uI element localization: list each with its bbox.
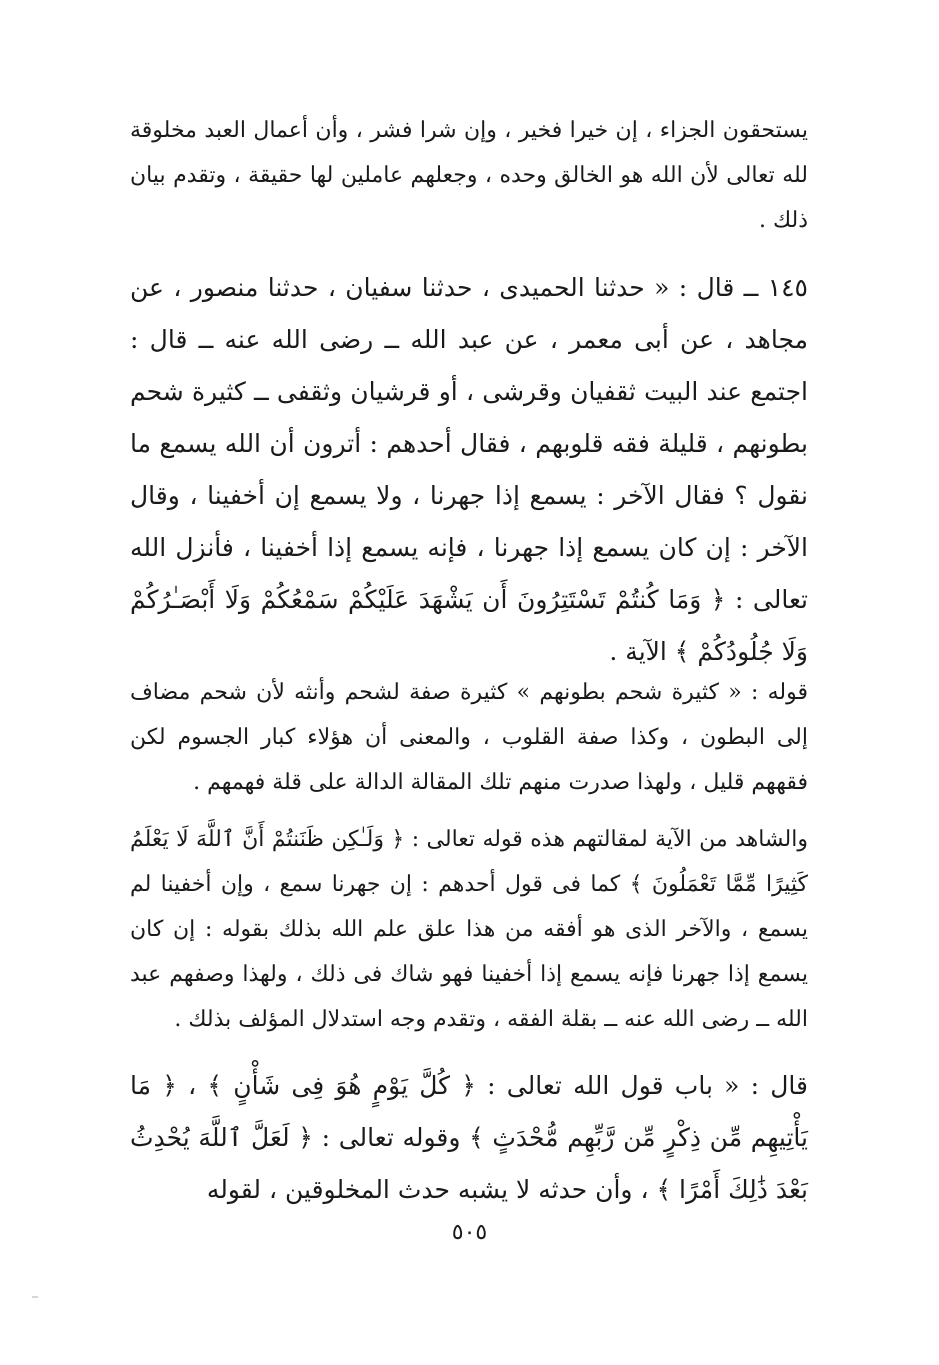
paragraph-continuation: يستحقون الجزاء ، إن خيرا فخير ، وإن شرا فشر ، وأن أعمال العبد مخلوقة لله تعالى لأن الله هو الخالق وحده ، وجعلهم عاملين لها حقيقة ، وتقدم بيان ذلك . — [130, 118, 808, 233]
page-number: ٥٠٥ — [451, 1220, 488, 1245]
paragraph-evidence: والشاهد من الآية لمقالتهم هذه قوله تعالى : ﴿ وَلَـٰكِن ظَنَنتُمْ أَنَّ ٱللَّهَ لَا يَعْلَمُ كَثِيرًا مِّمَّا تَعْمَلُونَ ﴾ كما فى قول أحدهم : إن جهرنا سمع ، وإن أخفينا لم يسمع ، والآخر الذى هو أفقه من هذا علق علم الله بذلك بقوله : إن كان يسمع إذا جهرنا فإنه يسمع إذا أخفينا فهو شاك فى ذلك ، ولهذا وصفهم عبد الله ــ رضى الله عنه ــ بقلة الفقه ، وتقدم وجه استدلال المؤلف بذلك . — [130, 827, 808, 1032]
scan-mark — [32, 1296, 38, 1298]
paragraph-hadith-145: ١٤٥ ــ قال : « حدثنا الحميدى ، حدثنا سفيان ، حدثنا منصور ، عن مجاهد ، عن أبى معمر ، عن عبد الله ــ رضى الله عنه ــ قال : اجتمع عند البيت ثقفيان وقرشى ، أو قرشيان وثقفى ــ كثيرة شحم بطونهم ، قليلة فقه قلوبهم ، فقال أحدهم : أترون أن الله يسمع ما نقول ؟ فقال الآخر : يسمع إذا جهرنا ، ولا يسمع إن أخفينا ، وقال الآخر : إن كان يسمع إذا جهرنا ، فإنه يسمع إذا أخفينا ، فأنزل الله تعالى : ﴿ وَمَا كُنتُمْ تَسْتَتِرُونَ أَن يَشْهَدَ عَلَيْكُمْ سَمْعُكُمْ وَلَا أَبْصَـٰرُكُمْ وَلَا جُلُودُكُمْ ﴾ الآية . — [130, 273, 808, 666]
paragraph-chapter-heading: قال : « باب قول الله تعالى : ﴿ كُلَّ يَوْمٍ هُوَ فِى شَأْنٍ ﴾ ، ﴿ مَا يَأْتِيهِم مِّن ذِكْرٍ مِّن رَّبِّهِم مُّحْدَثٍ ﴾ وقوله تعالى : ﴿ لَعَلَّ ٱللَّهَ يُحْدِثُ بَعْدَ ذَٰلِكَ أَمْرًا ﴾ ، وأن حدثه لا يشبه حدث المخلوقين ، لقوله — [130, 1071, 808, 1204]
paragraph-commentary: قوله : « كثيرة شحم بطونهم » كثيرة صفة لشحم وأنثه لأن شحم مضاف إلى البطون ، وكذا صفة القلوب ، والمعنى أن هؤلاء كبار الجسوم لكن فقههم قليل ، ولهذا صدرت منهم تلك المقالة الدالة على قلة فهمهم . — [130, 680, 808, 795]
